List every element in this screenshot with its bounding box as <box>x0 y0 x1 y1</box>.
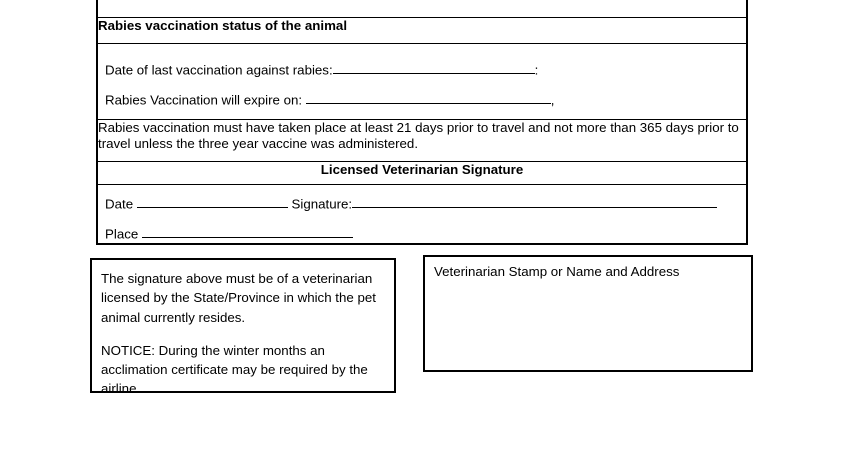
signature-fields-cell <box>97 184 747 244</box>
veterinarian-stamp-label: Veterinarian Stamp or Name and Address <box>434 264 680 279</box>
vaccination-expiry-label: Rabies Vaccination will expire on: <box>105 92 303 108</box>
vaccination-expiry-input[interactable] <box>306 91 551 105</box>
place-label: Place <box>105 226 139 242</box>
signature-input[interactable] <box>352 195 717 209</box>
field-vaccination-expiry <box>98 79 746 109</box>
date-label: Date <box>105 196 134 212</box>
date-input[interactable] <box>137 195 288 209</box>
date-of-last-vaccination-suffix: : <box>534 62 539 78</box>
signature-label: Signature: <box>291 196 353 212</box>
table-row-vaccination-note <box>97 119 747 161</box>
table-row-signature-heading <box>97 161 747 184</box>
rabies-vaccination-form-table <box>96 0 748 245</box>
section-heading-rabies-status: Rabies vaccination status of the animal <box>97 17 747 43</box>
section-heading-licensed-veterinarian-signature: Licensed Veterinarian Signature <box>97 161 747 184</box>
field-place <box>98 213 746 243</box>
vaccination-timing-note: Rabies vaccination must have taken place at least 21 days prior to travel and not more than 365 days prior to travel unless the three year vaccine was administered. <box>97 119 747 161</box>
table-row-signature-fields <box>97 184 747 244</box>
clipped-top-cell <box>97 0 747 17</box>
vaccination-expiry-suffix: , <box>550 92 555 108</box>
field-date-of-last-vaccination <box>98 44 746 79</box>
place-input[interactable] <box>142 225 353 239</box>
table-row-vaccination-dates <box>97 43 747 119</box>
field-date-and-signature <box>98 185 746 213</box>
notice-paragraph-licensed-veterinarian: The signature above must be of a veterinarian licensed by the State/Province in which the pet animal currently resides. <box>101 271 376 325</box>
notice-paragraph-winter-acclimation: NOTICE: During the winter months an acclimation certificate may be required by the airline. <box>101 342 368 397</box>
vaccination-dates-cell <box>97 43 747 119</box>
veterinarian-stamp-box[interactable] <box>423 255 753 372</box>
date-of-last-vaccination-label: Date of last vaccination against rabies: <box>105 62 333 78</box>
table-row-clipped-top <box>97 0 747 17</box>
table-row-section-heading <box>97 17 747 43</box>
date-of-last-vaccination-input[interactable] <box>333 61 535 75</box>
signature-notice-box <box>90 258 396 397</box>
